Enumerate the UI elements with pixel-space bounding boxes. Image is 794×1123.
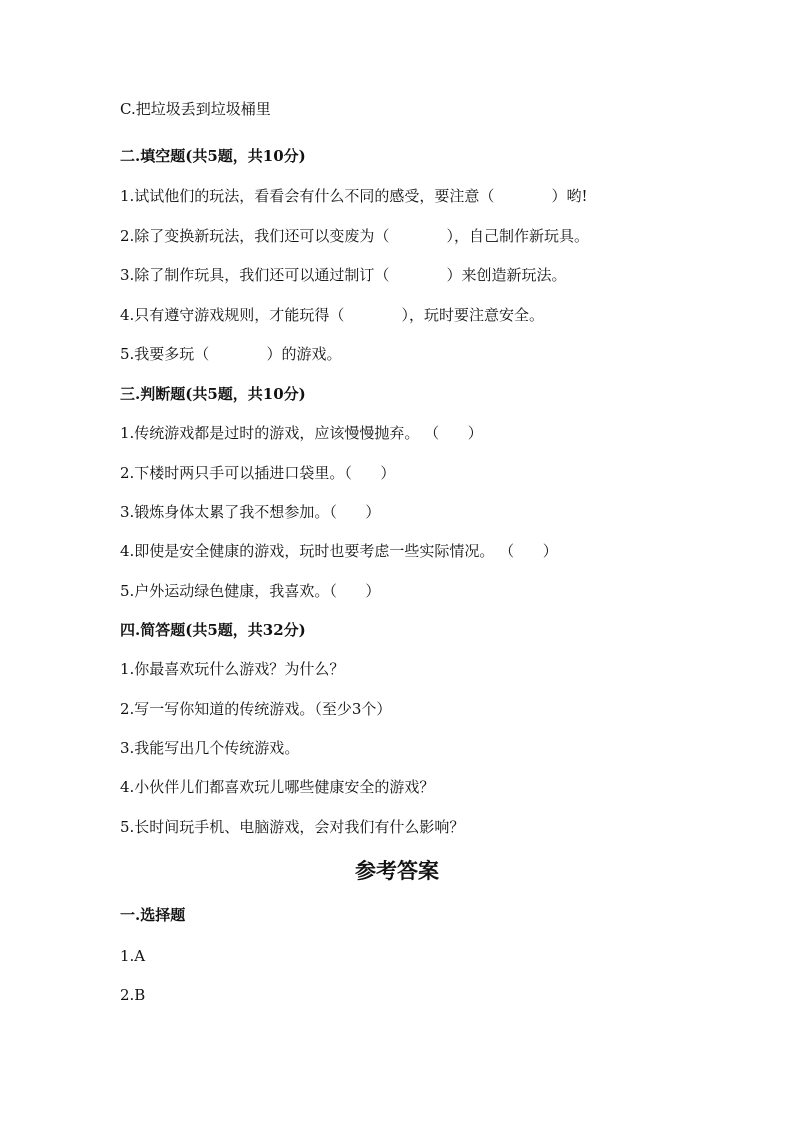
choice-option-c: C.把垃圾丢到垃圾桶里 bbox=[120, 100, 271, 118]
fill-blank-item-3: 3.除了制作玩具，我们还可以通过制订（ ）来创造新玩法。 bbox=[120, 266, 567, 284]
short-answer-item-1: 1.你最喜欢玩什么游戏？为什么？ bbox=[120, 660, 345, 678]
judgment-heading: 三.判断题(共5题，共10分) bbox=[120, 385, 306, 403]
short-answer-item-2: 2.写一写你知道的传统游戏。（至少3个） bbox=[120, 700, 392, 718]
answer-choice-heading: 一.选择题 bbox=[120, 906, 186, 924]
judgment-item-5: 5.户外运动绿色健康，我喜欢。（ ） bbox=[120, 582, 381, 600]
fill-blank-item-1: 1.试试他们的玩法，看看会有什么不同的感受，要注意（ ）哟! bbox=[120, 187, 588, 205]
short-answer-heading: 四.简答题(共5题，共32分) bbox=[120, 621, 306, 639]
short-answer-item-5: 5.长时间玩手机、电脑游戏，会对我们有什么影响？ bbox=[120, 818, 465, 836]
fill-blank-heading: 二.填空题(共5题，共10分) bbox=[120, 147, 306, 165]
answer-key-title: 参考答案 bbox=[355, 858, 439, 883]
short-answer-item-3: 3.我能写出几个传统游戏。 bbox=[120, 739, 300, 757]
judgment-item-4: 4.即使是安全健康的游戏，玩时也要考虑一些实际情况。 （ ） bbox=[120, 542, 558, 560]
answer-item-1: 1.A bbox=[120, 947, 146, 965]
judgment-item-1: 1.传统游戏都是过时的游戏，应该慢慢抛弃。 （ ） bbox=[120, 424, 483, 442]
judgment-item-2: 2.下楼时两只手可以插进口袋里。（ ） bbox=[120, 464, 396, 482]
fill-blank-item-5: 5.我要多玩（ ）的游戏。 bbox=[120, 345, 342, 363]
fill-blank-item-4: 4.只有遵守游戏规则，才能玩得（ ），玩时要注意安全。 bbox=[120, 306, 545, 324]
short-answer-item-4: 4.小伙伴儿们都喜欢玩儿哪些健康安全的游戏？ bbox=[120, 778, 435, 796]
answer-item-2: 2.B bbox=[120, 986, 146, 1004]
fill-blank-item-2: 2.除了变换新玩法，我们还可以变废为（ ），自己制作新玩具。 bbox=[120, 227, 590, 245]
judgment-item-3: 3.锻炼身体太累了我不想参加。（ ） bbox=[120, 503, 381, 521]
